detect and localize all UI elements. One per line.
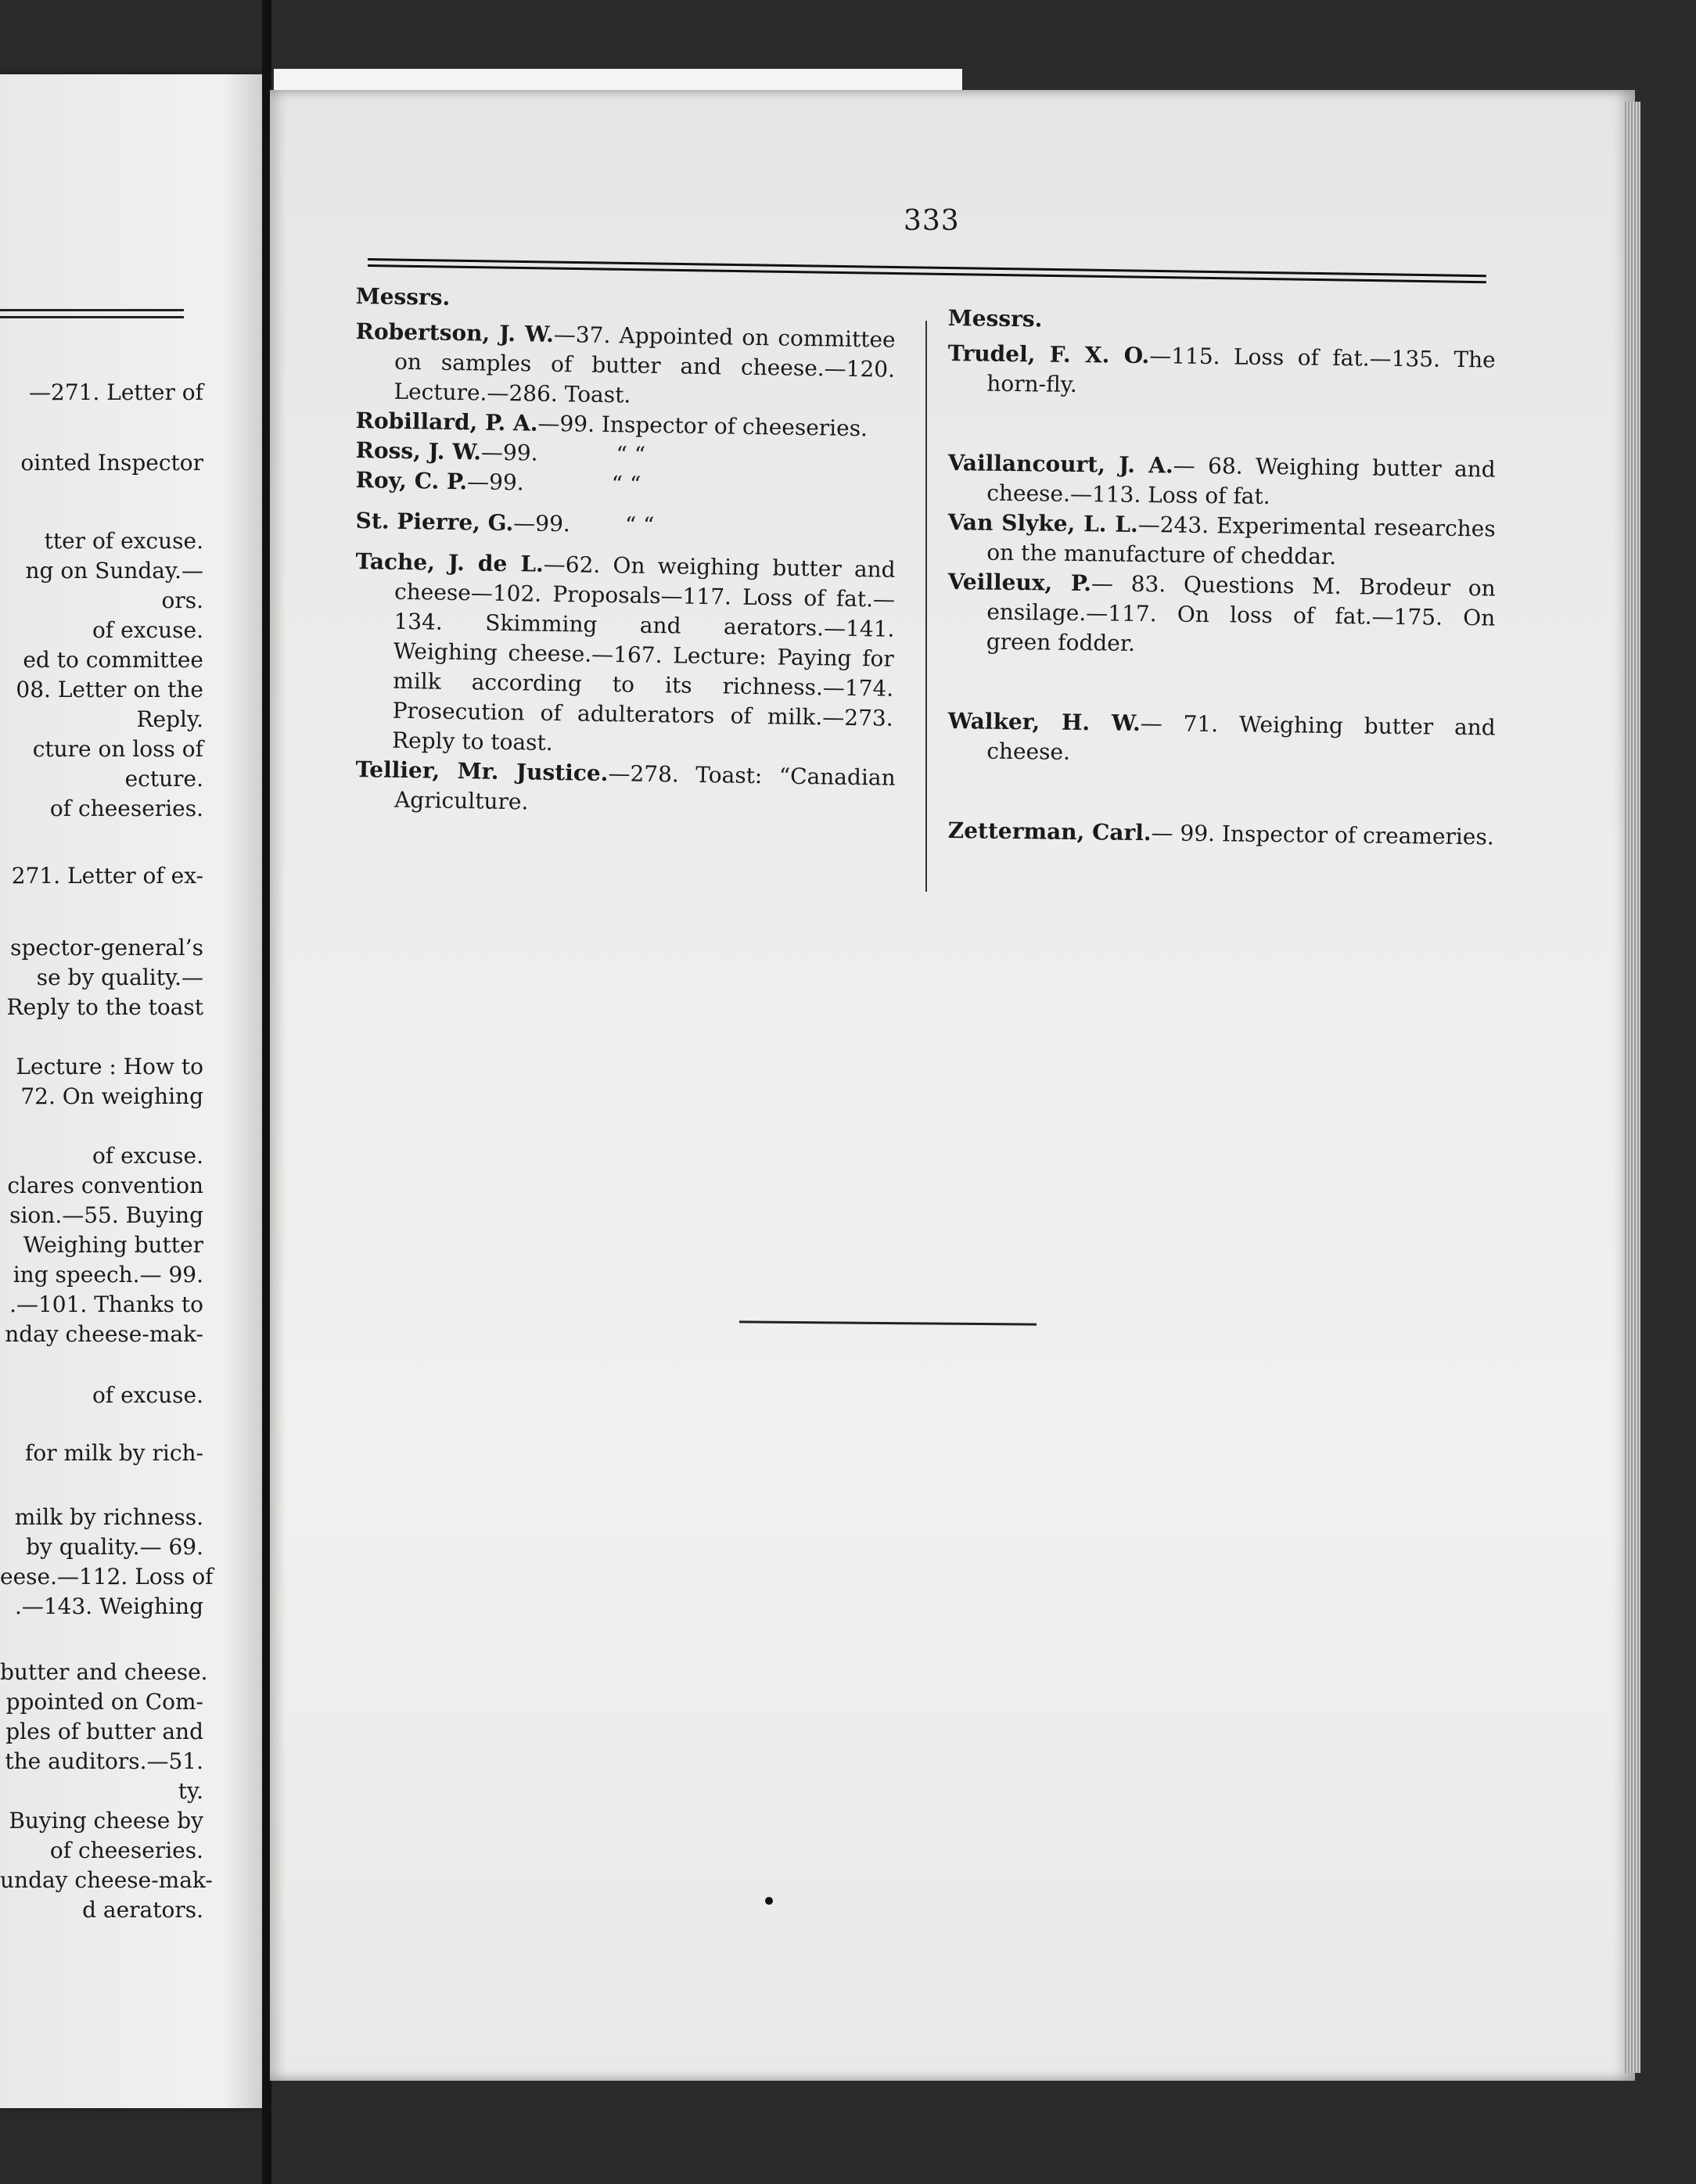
entry-name: Robillard, P. A. xyxy=(355,407,538,436)
left-page-line: Lecture : How to xyxy=(16,1054,203,1079)
left-page-line: —271. Letter of xyxy=(29,379,203,405)
entry-name: Ross, J. W. xyxy=(355,436,482,465)
left-page-line: the auditors.—51. xyxy=(5,1748,203,1774)
entry-text: — 99. Inspector of creameries. xyxy=(1151,820,1494,850)
entry-name: Vaillancourt, J. A. xyxy=(947,449,1173,479)
index-column-left xyxy=(356,283,896,814)
left-page-line: of excuse. xyxy=(92,617,203,643)
left-page-line: cture on loss of xyxy=(32,736,203,762)
column-divider xyxy=(925,321,927,892)
ink-dot xyxy=(765,1897,773,1905)
entry-name: Veilleux, P. xyxy=(947,568,1092,597)
left-page-line: .—101. Thanks to xyxy=(9,1291,203,1317)
left-page-line: of cheeseries. xyxy=(49,796,203,821)
left-page-line: nday cheese-mak- xyxy=(5,1321,203,1347)
left-page-line: ty. xyxy=(178,1778,203,1804)
left-page-line: se by quality.— xyxy=(36,964,203,990)
left-page-line: tter of excuse. xyxy=(44,528,203,554)
left-page-line: ors. xyxy=(161,587,203,613)
entry-text: —99. xyxy=(480,439,538,466)
left-page-line: sion.—55. Buying xyxy=(9,1202,203,1228)
left-page-line: ed to committee xyxy=(23,647,203,673)
entry-name: Walker, H. W. xyxy=(947,707,1141,737)
entry-text: —37. Appointed on committee on samples of butter and cheese.—120. Lecture.—286. Toast. xyxy=(393,321,896,408)
left-page-line: Buying cheese by xyxy=(9,1808,203,1834)
left-page-line: d aerators. xyxy=(82,1897,203,1923)
left-page-line: milk by richness. xyxy=(14,1504,203,1530)
left-page-line: unday cheese-mak- xyxy=(0,1867,213,1893)
entry-name: Tache, J. de L. xyxy=(355,548,544,577)
page-edges xyxy=(1623,102,1640,2073)
index-entry xyxy=(947,339,1496,405)
index-entry xyxy=(947,508,1496,574)
entry-name: Robertson, J. W. xyxy=(355,318,555,347)
entry-text: — 83. Questions M. Brodeur on ensilage.—117. On loss of fat.—175. On green fodder. xyxy=(986,570,1496,656)
left-page-line: 72. On weighing xyxy=(20,1083,203,1109)
column-header: Messrs. xyxy=(355,283,451,311)
index-entry xyxy=(355,506,896,544)
left-page-line: of cheeseries. xyxy=(49,1837,203,1863)
entry-text: —99. xyxy=(466,469,524,496)
entry-text: —243. Experimental researches on the manufacture of cheddar. xyxy=(986,511,1496,570)
ditto-marks: “ “ xyxy=(616,441,646,468)
paper-strip xyxy=(274,69,962,91)
entry-text: — 71. Weighing butter and cheese. xyxy=(986,710,1496,765)
entry-name: Tellier, Mr. Justice. xyxy=(355,756,609,787)
left-page-line: .—143. Weighing xyxy=(14,1593,203,1619)
left-page-line: ples of butter and xyxy=(5,1719,203,1744)
entry-name: Roy, C. P. xyxy=(355,466,468,495)
index-entry xyxy=(353,547,896,763)
entry-text: —278. Toast: “Canadian Agriculture. xyxy=(393,760,896,815)
left-page-line: 271. Letter of ex- xyxy=(11,863,203,889)
index-entry xyxy=(354,317,896,415)
entry-text: —62. On weighing butter and cheese—102. Proposals—117. Loss of fat.—134. Skimming and aerators.—141. Weighing cheese.—167. Lecture: Paying for milk according to its richness.—174. Prosecution of adulterators of milk.—273. Reply to toast. xyxy=(391,551,896,756)
left-page-line: ng on Sunday.— xyxy=(25,558,203,584)
entry-name: Trudel, F. X. O. xyxy=(947,339,1150,369)
left-page-line: eese.—112. Loss of xyxy=(0,1564,214,1590)
entry-name: Zetterman, Carl. xyxy=(947,817,1152,846)
left-page-line: 08. Letter on the xyxy=(16,677,203,702)
left-page-line: clares convention xyxy=(7,1173,203,1198)
left-page-line: ointed Inspector xyxy=(20,450,203,476)
left-page-line: Reply. xyxy=(136,706,203,732)
ditto-marks: “ “ xyxy=(624,512,655,538)
index-entry xyxy=(947,567,1496,663)
entry-text: —99. xyxy=(513,510,571,537)
entry-name: Van Slyke, L. L. xyxy=(947,508,1138,537)
facing-page-left xyxy=(0,74,262,2108)
left-page-line: by quality.— 69. xyxy=(26,1534,203,1560)
column-header: Messrs. xyxy=(947,305,1043,332)
left-page-line: of excuse. xyxy=(92,1382,203,1408)
index-column-right xyxy=(947,305,1496,850)
left-page-line: ecture. xyxy=(124,766,203,792)
left-page-line: ppointed on Com- xyxy=(5,1689,203,1715)
left-page-line: ing speech.— 99. xyxy=(13,1262,203,1288)
left-page-rules xyxy=(0,309,184,323)
left-page-line: Weighing butter xyxy=(23,1232,203,1258)
page-number: 333 xyxy=(904,205,960,237)
left-page-line: Reply to the toast xyxy=(6,994,203,1020)
entry-text: — 68. Weighing butter and cheese.—113. Loss of fat. xyxy=(986,452,1496,510)
index-entry xyxy=(947,706,1496,773)
entry-text: —99. Inspector of cheeseries. xyxy=(537,410,868,442)
ditto-marks: “ “ xyxy=(611,471,641,498)
entry-name: St. Pierre, G. xyxy=(355,507,514,537)
index-entry xyxy=(355,755,896,823)
left-page-line: of excuse. xyxy=(92,1143,203,1169)
left-page-line: butter and cheese. xyxy=(0,1659,208,1685)
index-entry xyxy=(947,448,1496,515)
left-page-line: for milk by rich- xyxy=(25,1440,203,1466)
left-page-line: spector-general’s xyxy=(10,935,203,961)
entry-text: —115. Loss of fat.—135. The horn-fly. xyxy=(986,343,1496,398)
